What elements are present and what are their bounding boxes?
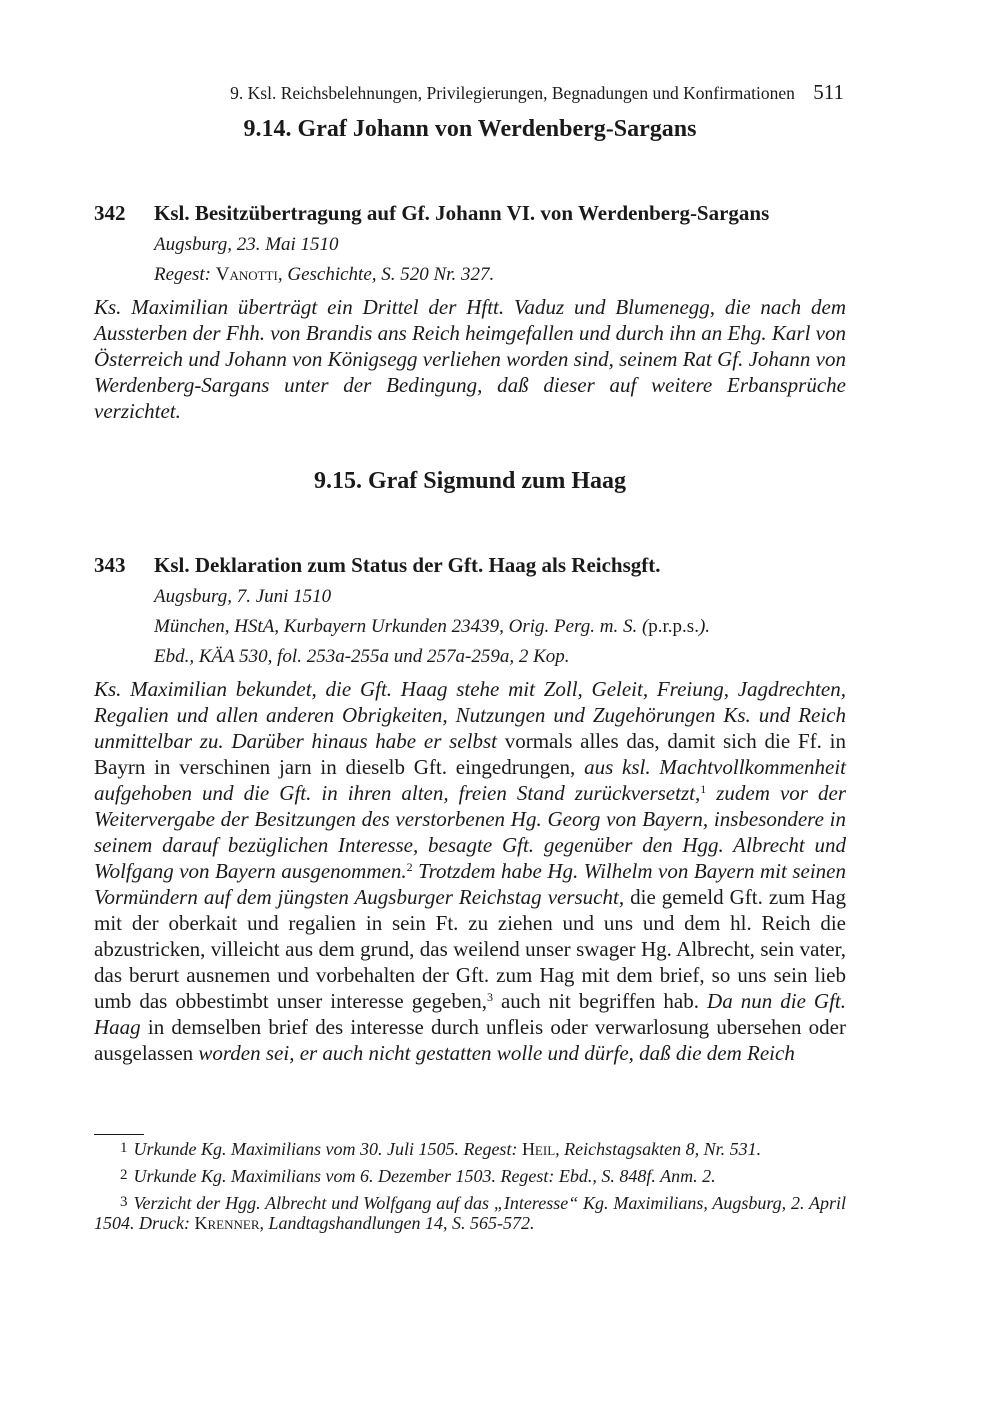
- document-number: 342: [94, 201, 126, 225]
- footnote-divider: [94, 1134, 144, 1135]
- footnote-3: [94, 1192, 846, 1233]
- footnote-ref[interactable]: 1: [700, 782, 707, 796]
- text-segment: Trotzdem habe Hg. Wilhelm von Bayern mit seinen Vormündern auf dem jüngsten Augsburger Reichstag versucht,: [94, 859, 846, 909]
- source-original: [154, 612, 846, 642]
- text-segment: worden sei, er auch nicht gestatten wolle und dürfe, daß die dem Reich: [198, 1041, 795, 1065]
- footnote-text: Urkunde Kg. Maximilians vom 6. Dezember 1503. Regest: Ebd., S. 848f. Anm. 2.: [133, 1166, 716, 1186]
- footnote-ref[interactable]: 3: [486, 990, 493, 1004]
- quote-segment: auch nit begriffen hab.: [492, 989, 708, 1013]
- text-segment: Ks. Maximilian bekundet, die Gft. Haag stehe mit Zoll, Geleit, Freiung, Jagdrechten, Regalien und allen anderen Obrigkeiten, Nutzungen und Zugehörungen Ks. und Reich unmittelbar zu. Darüber hinaus habe er selbst: [94, 677, 846, 753]
- regest-author: Vanotti,: [215, 264, 283, 285]
- regest-reference: Geschichte, S. 520 Nr. 327.: [287, 264, 495, 285]
- document-heading-343: [94, 553, 846, 578]
- footnote-2: [94, 1165, 846, 1186]
- section-title-werdenberg: 9.14. Graf Johann von Werdenberg-Sargans: [243, 116, 697, 142]
- footnote-1: [94, 1138, 846, 1159]
- footnote-number: 3: [120, 1194, 128, 1210]
- footnote-author: Heil: [521, 1139, 556, 1159]
- regest-label: Regest:: [154, 264, 211, 285]
- text-segment: aus ksl. Machtvollkommenheit aufgehoben und die Gft. in ihren alten, freien Stand zurückversetzt,: [94, 755, 846, 805]
- place-date: Augsburg, 23. Mai 1510: [154, 234, 339, 255]
- text-segment: zudem vor der Weitervergabe der Besitzungen des verstorbenen Hg. Georg von Bayern, insbesondere in seinem darauf bezüglichen Interesse, besagte Gft. gegenüber den Hgg. Albrecht und Wolfgang von Bayern ausgenommen.: [94, 781, 846, 883]
- quote-segment: vormals alles das, damit sich die Ff. in Bayrn in verschinen jarn in dieselb Gft. eingedrungen,: [94, 729, 846, 779]
- source-text: München, HStA, Kurbayern Urkunden 23439, Orig. Perg. m. S. (: [154, 616, 649, 637]
- source-copies: Ebd., KÄA 530, fol. 253a-255a und 257a-259a, 2 Kop.: [154, 646, 570, 667]
- document-heading-342: [94, 201, 846, 226]
- footnote-text: , Reichstagsakten 8, Nr. 531.: [555, 1139, 762, 1159]
- quote-segment: die gemeld Gft. zum Hag mit der oberkait und regalien in sein Ft. zu ziehen und uns und dem hl. Reich die abzustricken, villeicht aus dem grund, das weilend unser swager Hg. Albrecht, sein vater, das berurt ausnemen und vorbehalten der Gft. zum Hag mit dem brief, so uns sein lieb umb das obbestimbt unser interesse gegeben,: [94, 885, 846, 1013]
- page-number: 511: [813, 80, 844, 104]
- quote-segment: in demselben brief des interesse durch unfleis oder verwarlosung ubersehen oder ausgelassen: [94, 1015, 846, 1065]
- source-text-end: ).: [698, 616, 711, 637]
- document-number: 343: [94, 553, 126, 577]
- section-title-haag: 9.15. Graf Sigmund zum Haag: [313, 468, 627, 494]
- footnote-number: 1: [120, 1140, 128, 1156]
- footnote-ref[interactable]: 2: [406, 860, 413, 874]
- regest-line: [154, 260, 846, 290]
- source-abbrev: p.r.p.s.: [648, 616, 699, 637]
- summary-343: [94, 676, 846, 1066]
- footnote-text: Urkunde Kg. Maximilians vom 30. Juli 1505. Regest:: [133, 1139, 522, 1159]
- document-title: Ksl. Besitzübertragung auf Gf. Johann VI. von Werdenberg-Sargans: [154, 201, 770, 225]
- footnote-author: Krenner: [194, 1213, 260, 1233]
- page-body: [94, 78, 846, 1066]
- running-head-text: 9. Ksl. Reichsbelehnungen, Privilegierungen, Begnadungen und Konfirmationen: [230, 83, 795, 103]
- summary-342: Ks. Maximilian überträgt ein Drittel der Hftt. Vaduz und Blumenegg, die nach dem Aussterben der Fhh. von Brandis ans Reich heimgefallen und durch ihn an Ehg. Karl von Österreich und Johann von Königsegg verliehen worden sind, seinem Rat Gf. Johann von Werdenberg-Sargans unter der Bedingung, daß dieser auf weitere Erbansprüche verzichtet.: [94, 295, 846, 423]
- document-title: Ksl. Deklaration zum Status der Gft. Haag als Reichsgft.: [154, 553, 661, 577]
- footnote-text: Verzicht der Hgg. Albrecht und Wolfgang auf das „Interesse“ Kg. Maximilians, Augsburg, 2. April 1504. Druck:: [94, 1193, 846, 1233]
- footnotes: [94, 1138, 846, 1239]
- text-segment: Da nun die Gft. Haag: [94, 989, 847, 1039]
- footnote-text: , Landtagshandlungen 14, S. 565-572.: [259, 1213, 535, 1233]
- footnote-number: 2: [120, 1167, 128, 1183]
- place-date: Augsburg, 7. Juni 1510: [154, 586, 332, 607]
